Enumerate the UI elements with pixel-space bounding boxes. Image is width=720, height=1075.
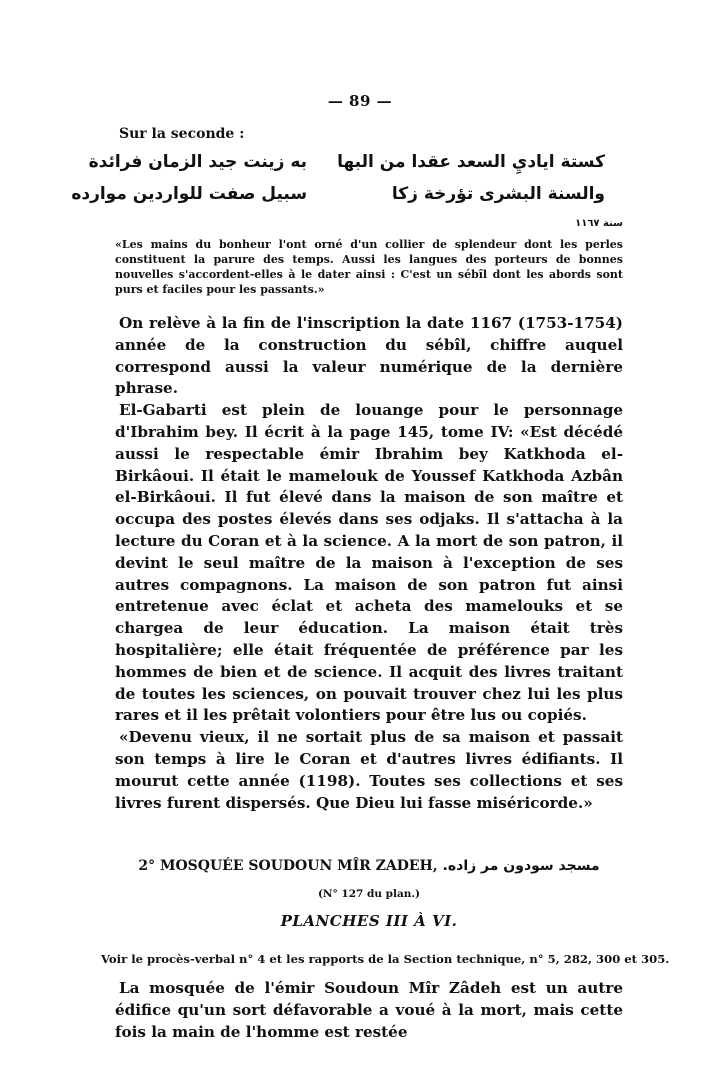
page-content xyxy=(71,126,670,1044)
plates-reference: PLANCHES III À VI. xyxy=(280,912,458,931)
paragraph-devenu-vieux: «Devenu vieux, il ne sortait plus de sa maison et passait son temps à lire le Coran et d'autres livres édifiants. Il mourut cette année (1198). Toutes ses collections et ses livres furent dispersés. Que Dieu lui fasse miséricorde.» xyxy=(115,728,623,812)
arabic-verse-2: به زينت جيد الزمان فرائدة xyxy=(88,152,308,172)
inscription-intro: Sur la seconde : xyxy=(119,126,245,142)
arabic-verse-4: سبيل صفت للواردين موارده xyxy=(71,184,308,204)
page-number: — 89 — xyxy=(327,92,393,110)
plan-reference: (N° 127 du plan.) xyxy=(317,888,421,901)
arabic-verse-3: والسنة البشرى تؤرخة زكا xyxy=(391,184,605,204)
section-heading-arabic: مسجد سودون مر زاده. xyxy=(442,858,600,875)
paragraph-date: On relève à la fin de l'inscription la date 1167 (1753-1754) année de la construction du sébîl, chiffre auquel correspond aussi la valeur numérique de la dernière phrase. xyxy=(115,314,623,398)
paragraph-mosque-intro: La mosquée de l'émir Soudoun Mîr Zâdeh est un autre édifice qu'un sort défavorable a voué à la mort, mais cette fois la main de l'homme est restée xyxy=(115,979,623,1041)
arabic-verse-1: كستة اياديِ السعد عقدا من البها xyxy=(337,152,605,172)
section-heading xyxy=(115,858,623,874)
inscription-translation: «Les mains du bonheur l'ont orné d'un collier de splendeur dont les perles constituent la parure des temps. Aussi les langues des porteurs de bonnes nouvelles s'accordent-elles à le dater ainsi : C'est un sébîl dont les abords sont purs et faciles pour les passants.» xyxy=(115,238,623,296)
section-heading-french: 2° MOSQUÉE SOUDOUN MÎR ZADEH, xyxy=(138,858,438,875)
inscription-year: سنة ١١٦٧ xyxy=(575,218,623,229)
report-note: Voir le procès-verbal n° 4 et les rapports de la Section technique, n° 5, 282, 300 et 305. xyxy=(101,952,670,967)
arabic-inscription-verses xyxy=(71,152,623,204)
paragraph-el-gabarti: El-Gabarti est plein de louange pour le personnage d'Ibrahim bey. Il écrit à la page 145, tome IV: «Est décédé aussi le respectable émir Ibrahim bey Katkhoda el-Birkâoui. Il était le mamelouk de Youssef Katkhoda Azbân el-Birkâoui. Il fut élevé dans la maison de son maître et occupa des postes élevés dans ses odjaks. Il s'attacha à la lecture du Coran et à la science. A la mort de son patron, il devint le seul maître de la maison à l'exception de ses autres compagnons. La maison de son patron fut ainsi entretenue avec éclat et acheta des mamelouks et se chargea de leur éducation. La maison était très hospitalière; elle était fréquentée de préférence par les hommes de bien et de science. Il acquit des livres traitant de toutes les sciences, on pouvait trouver chez lui les plus rares et il les prêtait volontiers pour être lus ou copiés. xyxy=(115,401,623,725)
